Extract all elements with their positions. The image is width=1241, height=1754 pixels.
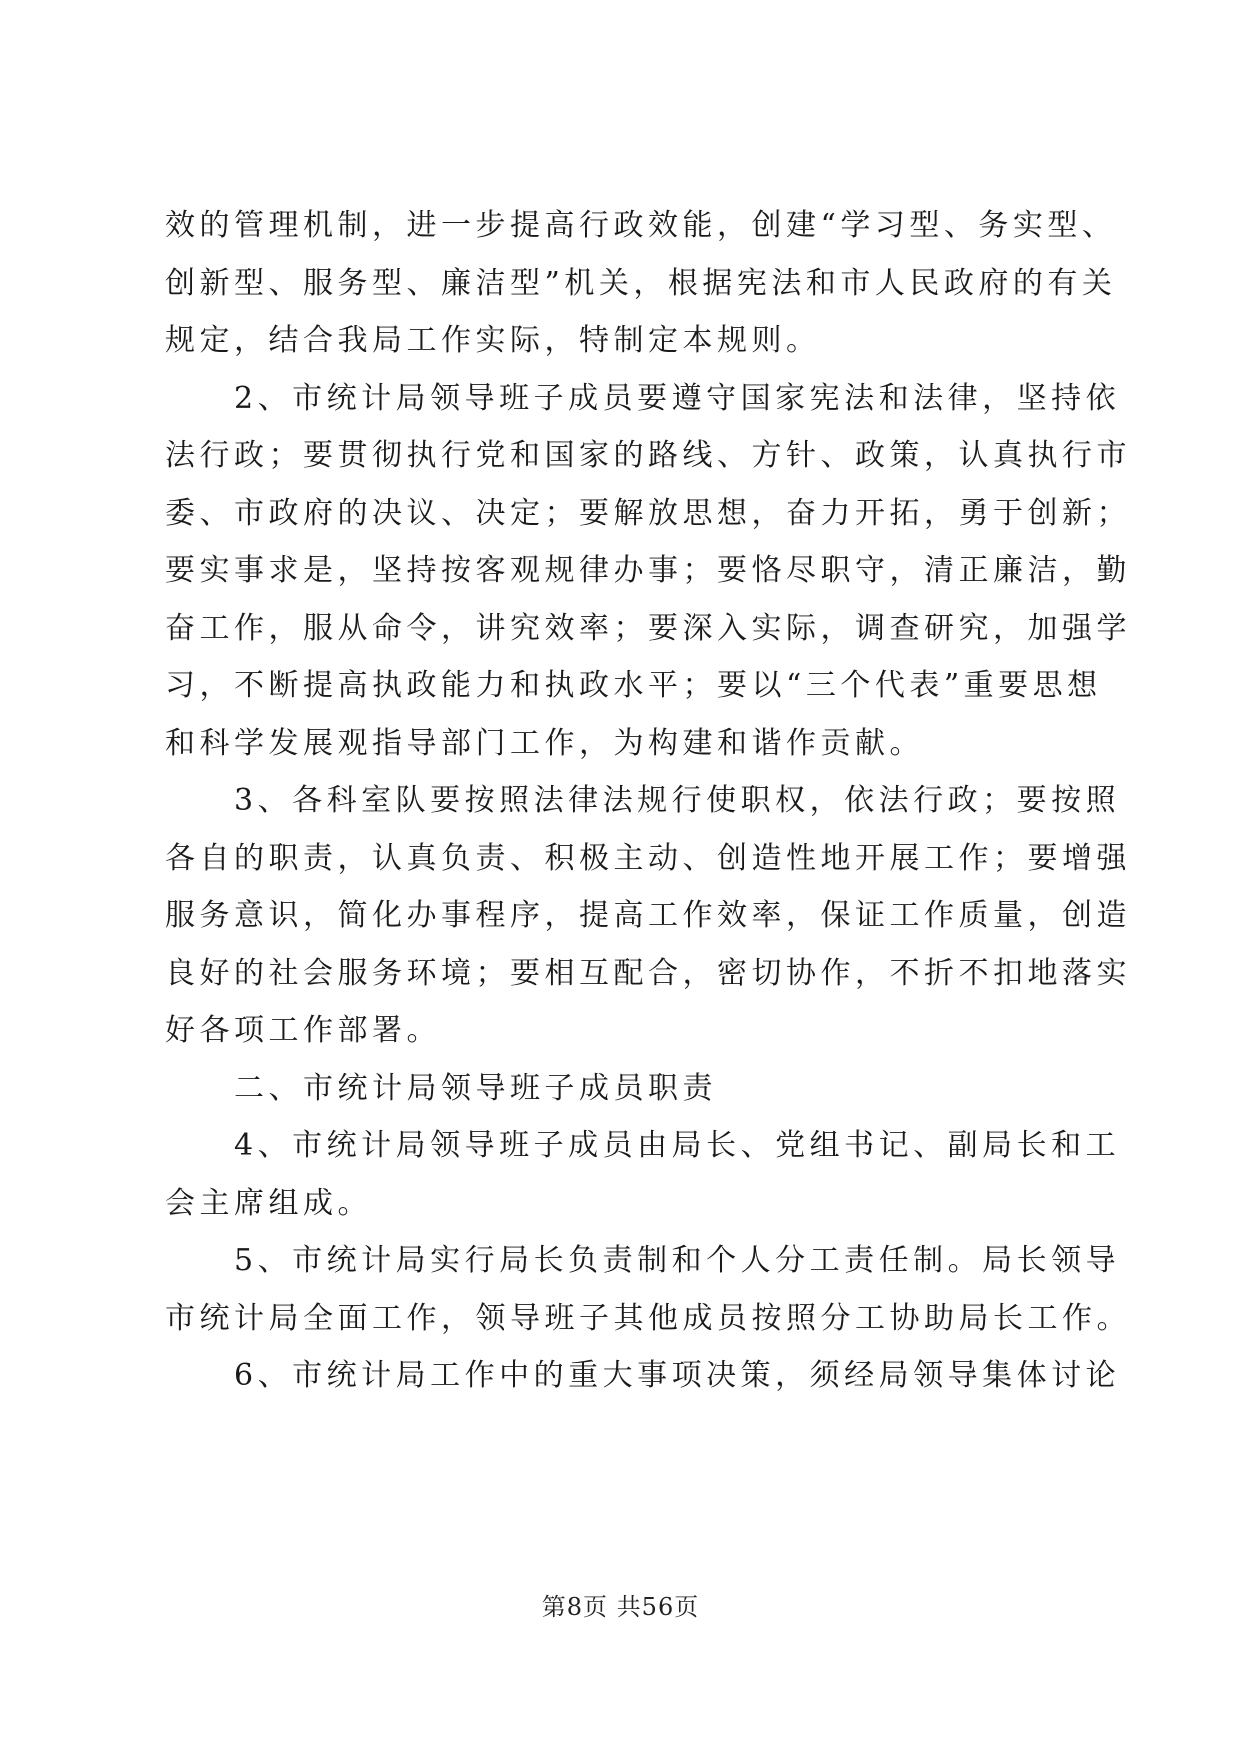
text-line: 要实事求是，坚持按客观规律办事；要恪尽职守，清正廉洁，勤: [165, 553, 1131, 588]
text-line: 创新型、服务型、廉洁型”机关，根据宪法和市人民政府的有关: [165, 265, 1117, 301]
text-line: 会主席组成。: [165, 1185, 372, 1221]
page-number-footer: 第8页 共56页: [541, 1593, 700, 1621]
document-body: [165, 197, 1131, 1405]
text-line: 3、各科室队要按照法律法规行使职权，依法行政；要按照: [165, 783, 1121, 818]
section-heading: 二、市统计局领导班子成员职责: [165, 1070, 717, 1106]
text-line: 习，不断提高执政能力和执政水平；要以“三个代表”重要思想: [165, 668, 1102, 703]
text-line: 委、市政府的决议、决定；要解放思想，奋力开拓，勇于创新；: [165, 495, 1131, 531]
text-line: 良好的社会服务环境；要相互配合，密切协作，不折不扣地落实: [165, 955, 1131, 991]
text-line: 市统计局全面工作，领导班子其他成员按照分工协助局长工作。: [165, 1300, 1131, 1336]
text-line: 6、市统计局工作中的重大事项决策，须经局领导集体讨论: [165, 1358, 1121, 1393]
text-line: 好各项工作部署。: [165, 1013, 441, 1048]
text-line: 4、市统计局领导班子成员由局长、党组书记、副局长和工: [165, 1128, 1121, 1163]
text-line: 5、市统计局实行局长负责制和个人分工责任制。局长领导: [165, 1243, 1121, 1278]
text-line: 规定，结合我局工作实际，特制定本规则。: [165, 323, 821, 358]
text-line: 各自的职责，认真负责、积极主动、创造性地开展工作；要增强: [165, 840, 1131, 876]
text-line: 奋工作，服从命令，讲究效率；要深入实际，调查研究，加强学: [165, 610, 1131, 646]
text-line: 和科学发展观指导部门工作，为构建和谐作贡献。: [165, 725, 924, 761]
text-line: 法行政；要贯彻执行党和国家的路线、方针、政策，认真执行市: [165, 438, 1131, 473]
text-line: 效的管理机制，进一步提高行政效能，创建“学习型、务实型、: [165, 208, 1117, 243]
text-line: 服务意识，简化办事程序，提高工作效率，保证工作质量，创造: [165, 898, 1131, 933]
text-line: 2、市统计局领导班子成员要遵守国家宪法和法律，坚持依: [165, 380, 1121, 416]
